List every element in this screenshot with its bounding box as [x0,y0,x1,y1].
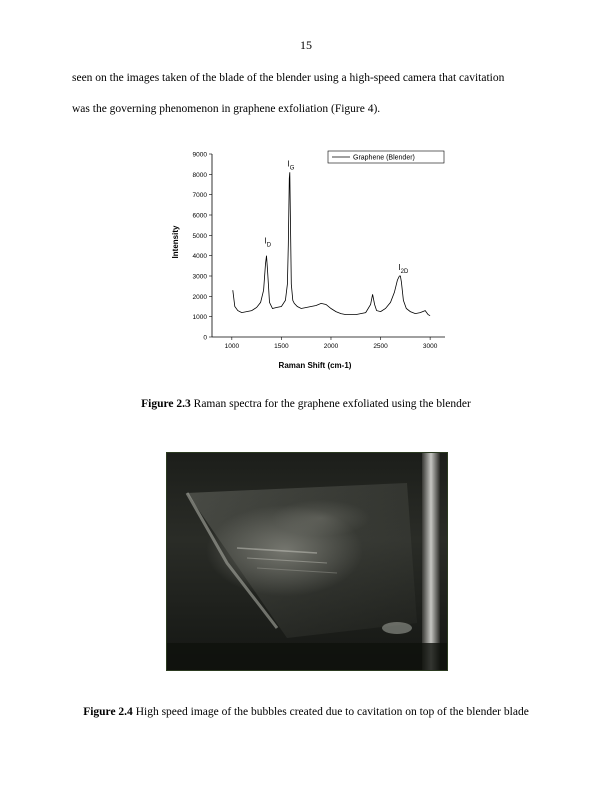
body-text-line-2: was the governing phenomenon in graphene exfoliation (Figure 4). [72,103,381,115]
figure-2-4-caption-label: Figure 2.4 [83,706,133,718]
y-tick-label: 2000 [192,293,207,301]
figure-2-4-caption-text: High speed image of the bubbles created due to cavitation on top of the blender blade [132,706,529,718]
high-speed-bubble-image [166,452,448,671]
bubble-image-illustration [167,453,447,670]
y-tick-label: 5000 [192,232,207,240]
x-tick-label: 1500 [274,343,289,350]
chart-svg [160,142,460,372]
peak-label-d: $I_D$ [264,236,272,249]
page-number: 15 [300,38,312,52]
figure-2-3-caption-label: Figure 2.3 [141,398,191,410]
y-tick-label: 8000 [192,171,207,179]
x-ticks [225,337,438,350]
peak-label-g: $I_G$ [287,159,295,172]
chart-axes [212,154,445,337]
figure-2-4-caption [0,706,612,718]
x-tick-label: 2000 [323,343,339,350]
figure-2-3-caption [0,398,612,410]
y-tick-label: 4000 [192,253,207,261]
y-tick-label: 9000 [192,151,207,159]
peak-label-2d: $I_{2D}$ [398,262,409,275]
x-tick-label: 3000 [422,343,438,350]
x-tick-label: 1000 [224,343,240,350]
y-tick-label: 7000 [192,192,207,200]
peak-annotations [265,159,409,275]
y-ticks [193,152,212,342]
figure-2-3-caption-text: Raman spectra for the graphene exfoliated using the blender [190,398,471,410]
x-axis-label: Raman Shift (cm-1) [278,361,352,370]
y-tick-label: 3000 [192,273,207,281]
raman-spectrum-chart [160,142,460,372]
y-tick-label: 1000 [192,314,207,322]
legend-entry: Graphene (Blender) [353,154,415,162]
chart-legend [328,151,444,163]
y-tick-label: 6000 [192,212,207,220]
y-tick-label: 0 [203,334,207,342]
y-axis-label: Intensity [171,225,180,259]
series-line-graphene-blender [233,172,430,315]
x-tick-label: 2500 [373,343,388,350]
body-text-line-1: seen on the images taken of the blade of the blender using a high-speed camera that cavitation [72,72,505,84]
